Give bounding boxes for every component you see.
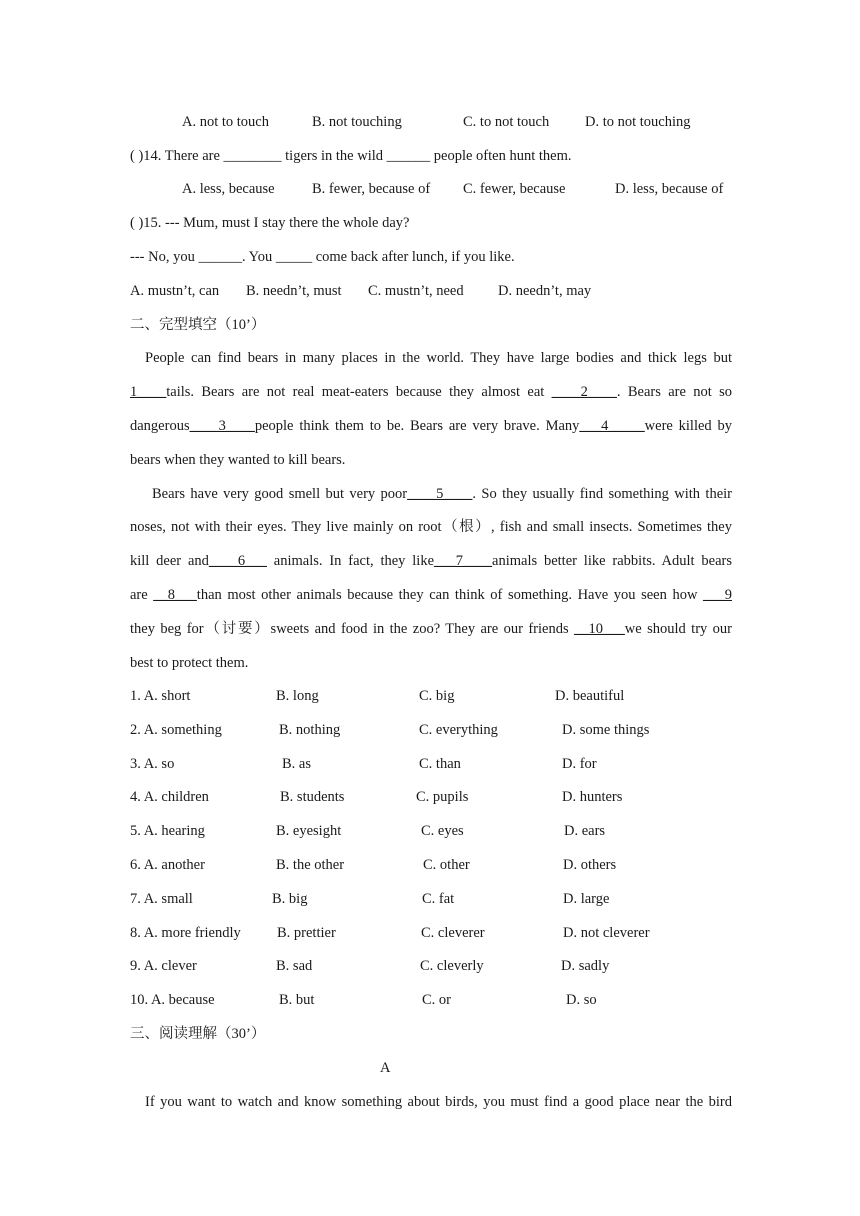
cloze-option: B. sad [276,958,313,974]
q15-option-d: D. needn’t, may [498,283,592,299]
cloze-option: 4. A. children [130,789,209,805]
q13-option-d: D. to not touching [585,114,691,130]
cloze-option: D. hunters [562,789,623,805]
cloze-option: D. for [562,756,597,772]
q14-option-d: D. less, because of [615,181,724,197]
passage-line: best to protect them. [130,655,249,671]
cloze-option: D. sadly [561,958,610,974]
cloze-option: D. others [563,857,617,873]
blank-6: ____6___ [208,553,267,569]
cloze-option: B. the other [276,857,345,873]
cloze-option: C. pupils [416,789,469,805]
q13-option-b: B. not touching [312,114,402,130]
blank-9: ___9 [703,587,733,603]
blank-7: ___7____ [434,553,493,569]
cloze-option: 3. A. so [130,756,175,772]
blank-8: __8___ [153,587,197,603]
passage-line: dangerous____3____people think them to be. Bears are very brave. Many___4_____were killed by [130,418,732,434]
q15-option-c: C. mustn’t, need [368,283,464,299]
q13-option-a: A. not to touch [182,114,269,130]
section-2-title: 二、完型填空（10’） [130,317,266,333]
q14-stem: ( )14. There are ________ tigers in the wild ______ people often hunt them. [130,148,572,164]
cloze-option: B. prettier [277,925,336,941]
cloze-option: 7. A. small [130,891,193,907]
cloze-option: C. eyes [421,823,464,839]
cloze-option: D. large [563,891,610,907]
q15-stem: ( )15. --- Mum, must I stay there the whole day? [130,215,410,231]
cloze-option: D. not cleverer [563,925,650,941]
cloze-option: D. beautiful [555,688,625,704]
cloze-option: 10. A. because [130,992,215,1008]
blank-3: ____3____ [189,418,255,434]
q14-option-b: B. fewer, because of [312,181,431,197]
q15-option-a: A. mustn’t, can [130,283,220,299]
cloze-option: C. cleverly [420,958,484,974]
cloze-option: C. cleverer [421,925,485,941]
blank-4: ___4_____ [579,418,645,434]
cloze-option: C. big [419,688,455,704]
q15-option-b: B. needn’t, must [246,283,342,299]
cloze-option: C. other [423,857,470,873]
passage-line: bears when they wanted to kill bears. [130,452,346,468]
cloze-option: C. everything [419,722,498,738]
cloze-option: B. long [276,688,319,704]
cloze-option: B. students [280,789,345,805]
cloze-option: D. some things [562,722,650,738]
passage-line: are __8___than most other animals because they can think of something. Have you seen how ___9 [130,587,733,603]
q14-option-c: C. fewer, because [463,181,566,197]
passage-line: Bears have very good smell but very poor____5____. So they usually find something with their [152,486,732,502]
section-3-title: 三、阅读理解（30’） [130,1026,266,1042]
blank-5: ____5____ [407,486,473,502]
cloze-option: 8. A. more friendly [130,925,241,941]
cloze-option: C. fat [422,891,455,907]
cloze-option: B. but [279,992,315,1008]
cloze-option: C. than [419,756,461,772]
passage-line: noses, not with their eyes. They live mainly on root（根）, fish and small insects. Sometimes they [130,519,732,535]
cloze-option: B. as [282,756,311,772]
q14-option-a: A. less, because [182,181,275,197]
passage-line: 1____tails. Bears are not real meat-eaters because they almost eat ____2____. Bears are not so [130,384,733,400]
cloze-option: 5. A. hearing [130,823,205,839]
cloze-option: D. ears [564,823,606,839]
cloze-option: 1. A. short [130,688,191,704]
cloze-option: B. nothing [279,722,341,738]
cloze-option: D. so [566,992,597,1008]
q13-option-c: C. to not touch [463,114,550,130]
passage-line: People can find bears in many places in the world. They have large bodies and thick legs but [145,350,732,366]
passage-line: they beg for（讨要）sweets and food in the zoo? They are our friends __10___we should try our [130,621,733,637]
reading-a-line: If you want to watch and know something about birds, you must find a good place near the bird [145,1094,732,1110]
passage-line: kill deer and____6___ animals. In fact, they like___7____animals better like rabbits. Adult bears [130,553,732,569]
cloze-option: C. or [422,992,451,1008]
blank-1: 1____ [130,384,167,400]
q15-reply: --- No, you ______. You _____ come back after lunch, if you like. [130,249,515,265]
reading-a-label: A [380,1060,391,1076]
cloze-option: B. eyesight [276,823,342,839]
cloze-option: 9. A. clever [130,958,197,974]
cloze-option: 2. A. something [130,722,222,738]
blank-2: ____2____ [551,384,617,400]
cloze-option: 6. A. another [130,857,205,873]
cloze-option: B. big [272,891,308,907]
blank-10: __10___ [574,621,625,637]
